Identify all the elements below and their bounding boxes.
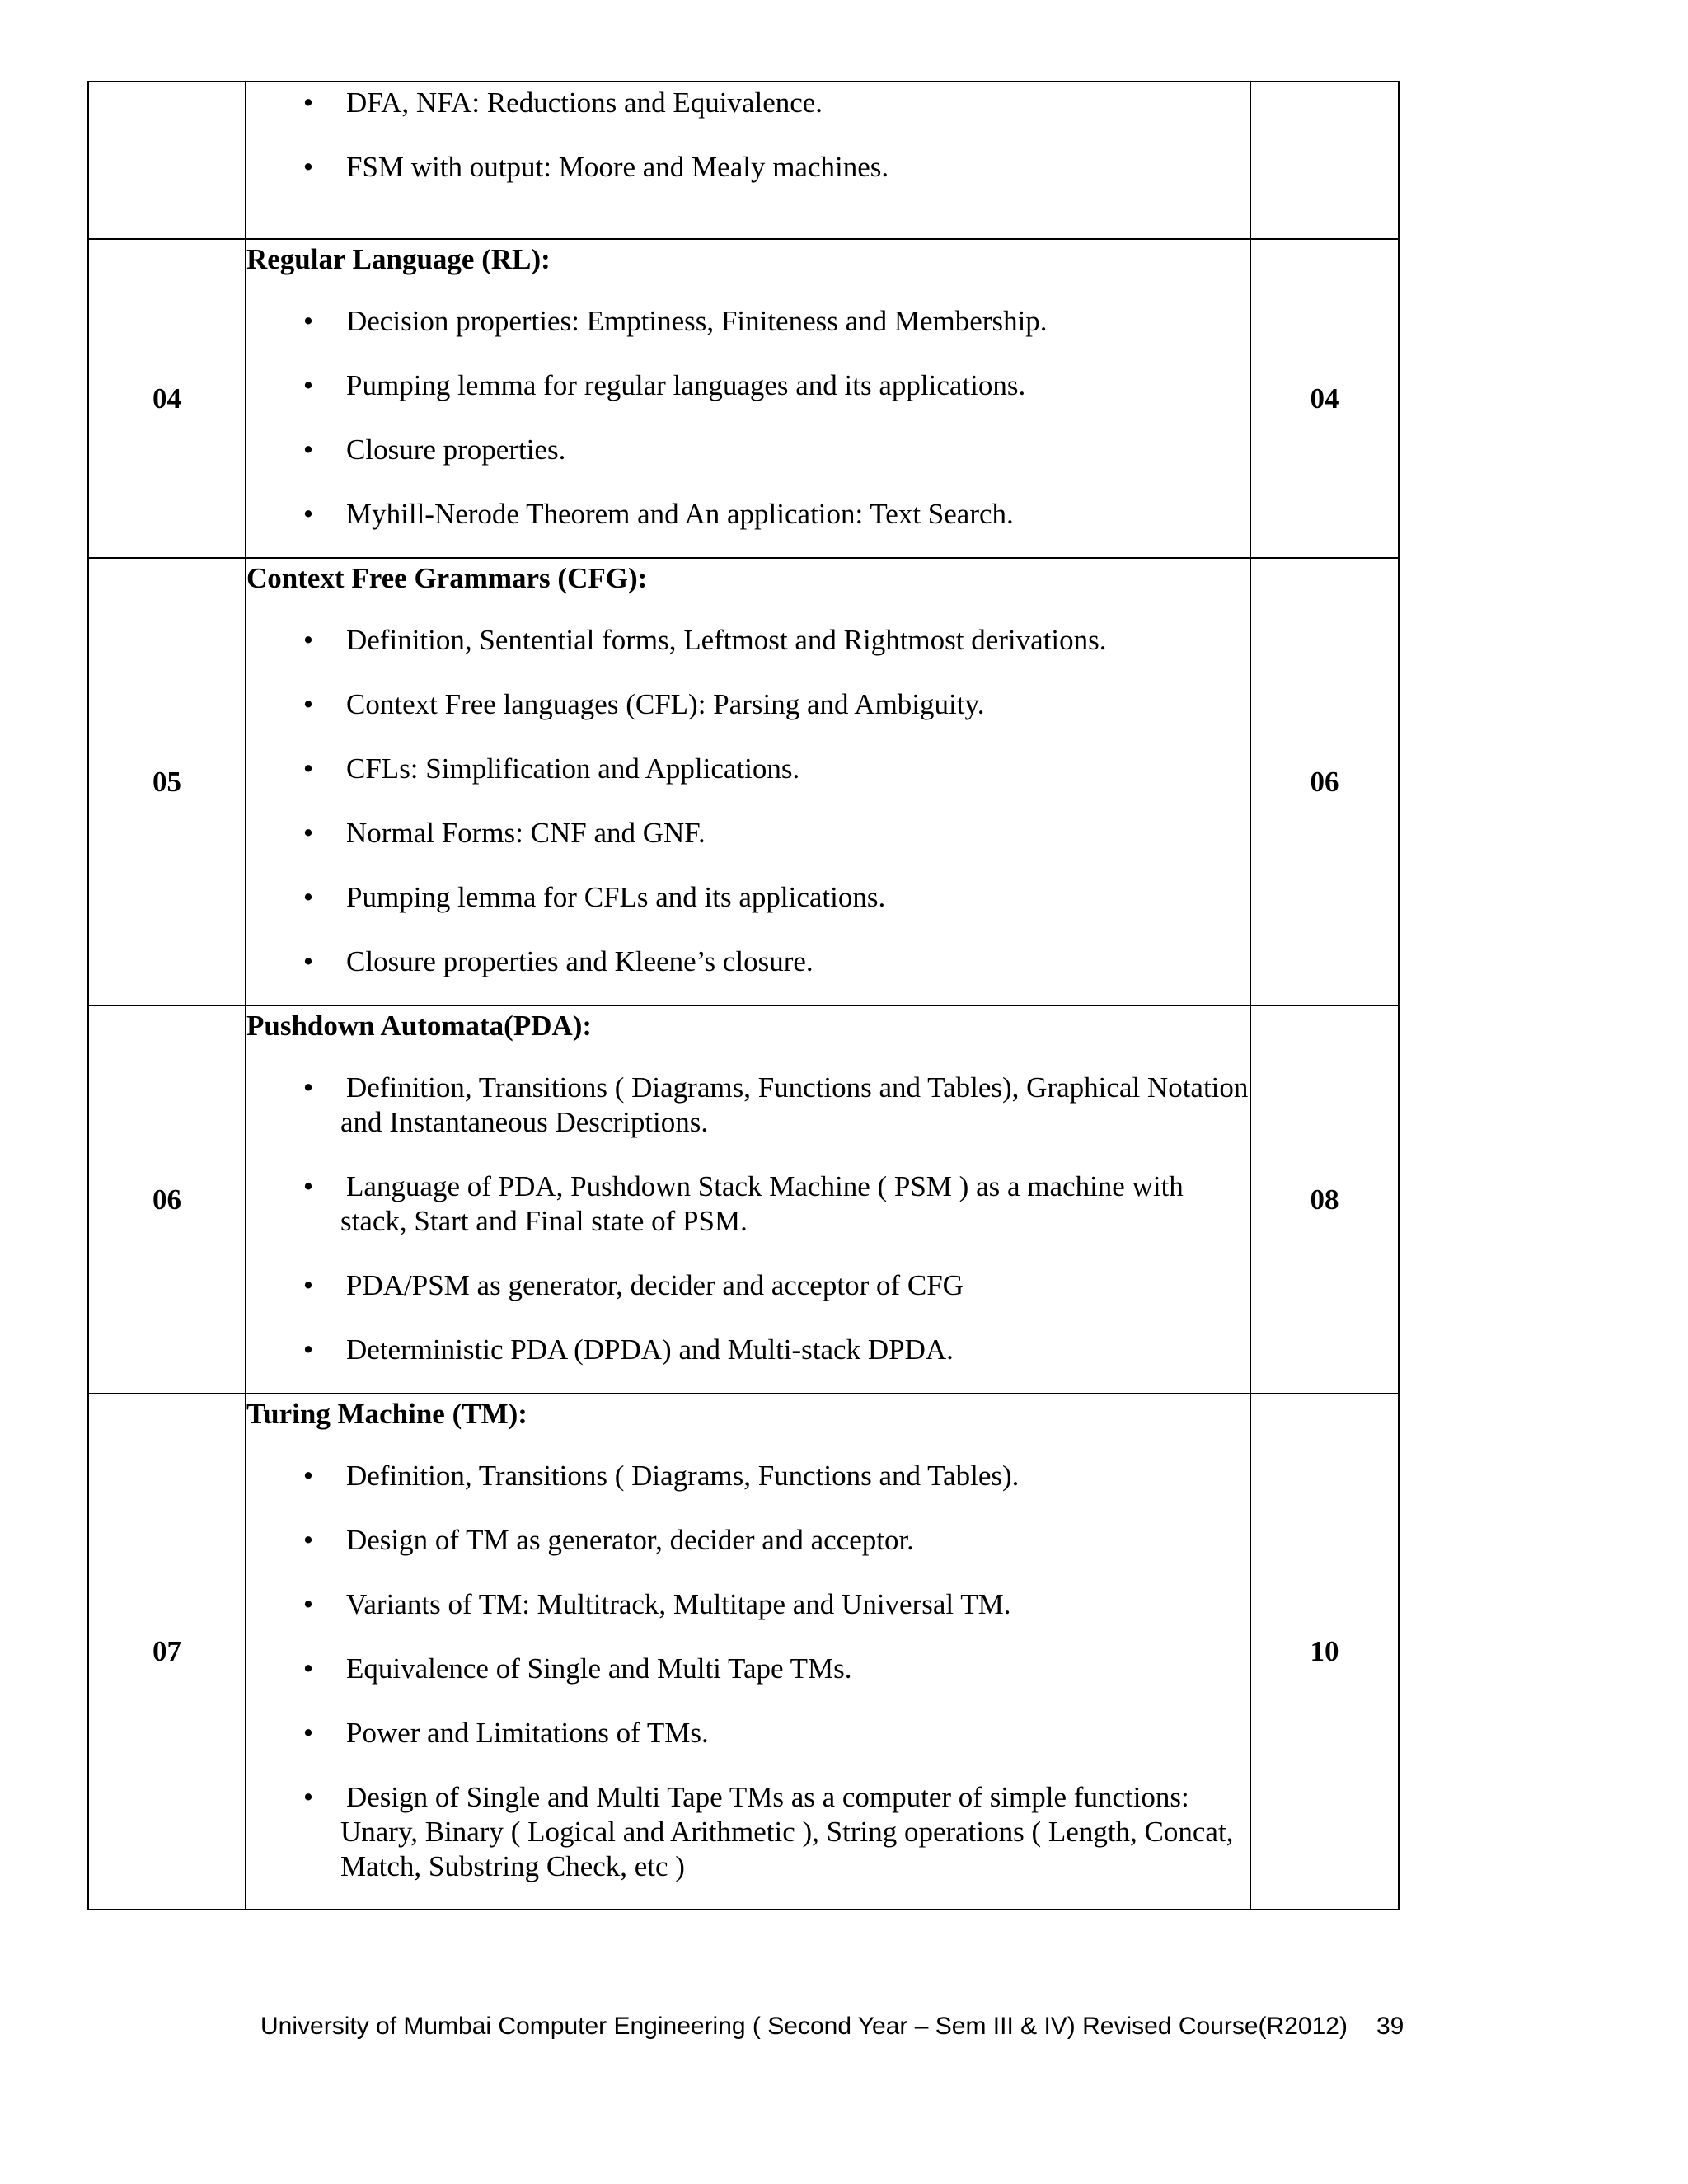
bullet-icon: • — [302, 498, 314, 530]
bullet-icon: • — [302, 1460, 314, 1492]
topic-list — [246, 304, 1250, 532]
list-item: • Context Free languages (CFL): Parsing and Ambiguity. — [246, 687, 1250, 722]
page-number: 39 — [1376, 2013, 1404, 2040]
list-item: • Closure properties and Kleene’s closure. — [246, 944, 1250, 979]
hours-cell — [1250, 82, 1399, 239]
list-item: • Deterministic PDA (DPDA) and Multi-stack DPDA. — [246, 1333, 1250, 1367]
bullet-icon: • — [302, 151, 314, 183]
bullet-icon: • — [302, 688, 314, 720]
bullet-icon: • — [302, 1588, 314, 1620]
table-row — [88, 82, 1399, 239]
list-item: • Variants of TM: Multitrack, Multitape and Universal TM. — [246, 1587, 1250, 1622]
bullet-icon: • — [302, 1524, 314, 1556]
list-item: • DFA, NFA: Reductions and Equivalence. — [246, 86, 1250, 120]
bullet-icon: • — [302, 945, 314, 977]
syllabus-table — [87, 81, 1400, 1910]
bullet-icon: • — [302, 434, 314, 466]
bullet-icon: • — [302, 305, 314, 337]
hours-cell: 08 — [1250, 1005, 1399, 1394]
list-item: • Definition, Transitions ( Diagrams, Functions and Tables), Graphical Notation and Instantaneous Descriptions. — [246, 1071, 1250, 1140]
list-item: • Definition, Sentential forms, Leftmost and Rightmost derivations. — [246, 623, 1250, 658]
list-item: • Normal Forms: CNF and GNF. — [246, 816, 1250, 851]
list-item: • Language of PDA, Pushdown Stack Machine ( PSM ) as a machine with stack, Start and Final state of PSM. — [246, 1169, 1250, 1239]
bullet-icon: • — [302, 817, 314, 849]
module-heading: Regular Language (RL): — [246, 243, 551, 275]
bullet-icon: • — [302, 87, 314, 119]
footer-text: University of Mumbai Computer Engineering ( Second Year – Sem III & IV) Revised Course(R2012) — [260, 2013, 1348, 2040]
bullet-icon: • — [302, 369, 314, 401]
list-item: • Design of TM as generator, decider and acceptor. — [246, 1523, 1250, 1558]
table-row — [88, 1005, 1399, 1394]
list-item: • Myhill-Nerode Theorem and An application: Text Search. — [246, 497, 1250, 532]
topic-list — [246, 1459, 1250, 1884]
topic-list — [246, 1071, 1250, 1367]
module-heading: Pushdown Automata(PDA): — [246, 1010, 593, 1042]
hours-cell: 04 — [1250, 239, 1399, 558]
bullet-icon: • — [302, 1652, 314, 1685]
module-number — [88, 82, 246, 239]
list-item: • Pumping lemma for CFLs and its applications. — [246, 880, 1250, 915]
module-number: 06 — [88, 1005, 246, 1394]
list-item: • Equivalence of Single and Multi Tape TMs. — [246, 1652, 1250, 1686]
table-row — [88, 239, 1399, 558]
bullet-icon: • — [302, 881, 314, 913]
topic-list — [246, 86, 1250, 185]
list-item: • PDA/PSM as generator, decider and acceptor of CFG — [246, 1268, 1250, 1303]
bullet-icon: • — [302, 1170, 314, 1202]
table-row — [88, 1394, 1399, 1910]
module-content — [246, 1394, 1250, 1910]
hours-cell: 06 — [1250, 558, 1399, 1005]
list-item: • Power and Limitations of TMs. — [246, 1716, 1250, 1750]
list-item: • FSM with output: Moore and Mealy machines. — [246, 150, 1250, 185]
bullet-icon: • — [302, 624, 314, 656]
table-row — [88, 558, 1399, 1005]
module-number: 05 — [88, 558, 246, 1005]
bullet-icon: • — [302, 1333, 314, 1366]
bullet-icon: • — [302, 1269, 314, 1301]
module-content — [246, 558, 1250, 1005]
bullet-icon: • — [302, 1781, 314, 1813]
list-item: • Design of Single and Multi Tape TMs as a computer of simple functions: Unary, Binary ( Logical and Arithmetic ), String operations ( Length, Concat, Match, Substring Check, etc ) — [246, 1780, 1250, 1884]
module-heading: Turing Machine (TM): — [246, 1398, 528, 1430]
list-item: • Closure properties. — [246, 433, 1250, 467]
module-content — [246, 1005, 1250, 1394]
bullet-icon: • — [302, 1717, 314, 1749]
module-number: 04 — [88, 239, 246, 558]
hours-cell: 10 — [1250, 1394, 1399, 1910]
list-item: • Pumping lemma for regular languages and its applications. — [246, 368, 1250, 403]
bullet-icon: • — [302, 752, 314, 785]
list-item: • CFLs: Simplification and Applications. — [246, 752, 1250, 786]
topic-list — [246, 623, 1250, 979]
module-heading: Context Free Grammars (CFG): — [246, 562, 648, 594]
module-content — [246, 239, 1250, 558]
bullet-icon: • — [302, 1071, 314, 1104]
module-content — [246, 82, 1250, 239]
list-item: • Decision properties: Emptiness, Finiteness and Membership. — [246, 304, 1250, 339]
module-number: 07 — [88, 1394, 246, 1910]
list-item: • Definition, Transitions ( Diagrams, Functions and Tables). — [246, 1459, 1250, 1493]
